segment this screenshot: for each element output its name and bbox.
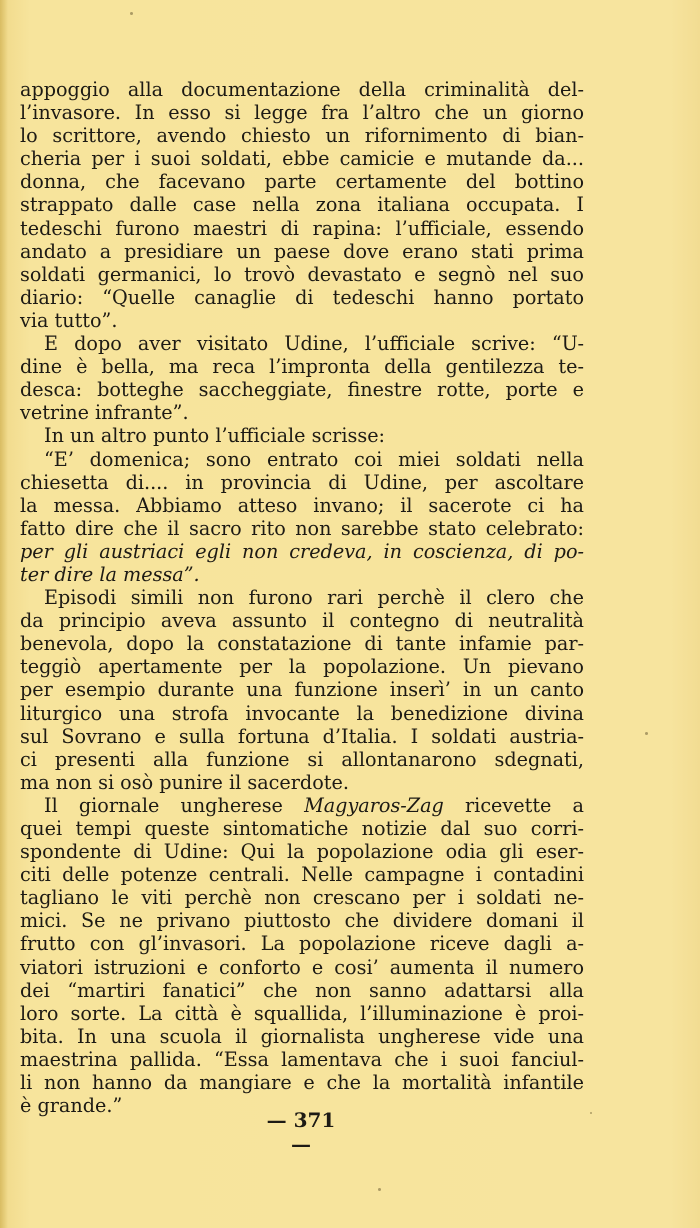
- text-line: bita. In una scuola il giornalista ungherese vide una: [20, 1024, 584, 1048]
- text-line: quei tempi queste sintomatiche notizie dal suo corri-: [20, 817, 584, 840]
- text-line: soldati germanici, lo trovò devastato e segnò nel suo: [20, 262, 584, 286]
- text-line: per gli austriaci egli non credeva, in coscienza, di po-: [20, 539, 584, 563]
- page-number: — 371 —: [266, 1108, 336, 1156]
- page-spine-shadow: [0, 0, 8, 1228]
- text-line: strappato dalle case nella zona italiana occupata. I: [20, 193, 584, 217]
- text-line: loro sorte. La città è squallida, l’illuminazione è proi-: [20, 1001, 584, 1025]
- text-line: andato a presidiare un paese dove erano stati prima: [20, 239, 584, 263]
- text-line: teggiò apertamente per la popolazione. Un pievano: [20, 655, 584, 679]
- text-line: viatori istruzioni e conforto e cosi’ aumenta il numero: [20, 955, 584, 979]
- text-line: ma non si osò punire il sacerdote.: [20, 770, 349, 794]
- text-line: E dopo aver visitato Udine, l’ufficiale scrive: “U-: [44, 332, 584, 356]
- body-text: [20, 78, 584, 1117]
- text-line: In un altro punto l’ufficiale scrisse:: [44, 424, 386, 448]
- text-line: liturgico una strofa invocante la benedizione divina: [20, 701, 584, 725]
- text-line: lo scrittore, avendo chiesto un rifornimento di bian-: [20, 124, 584, 148]
- text-line: citi delle potenze centrali. Nelle campagne i contadini: [20, 863, 584, 887]
- text-line: fatto dire che il sacro rito non sarebbe stato celebrato:: [20, 516, 584, 540]
- text-line: spondente di Udine: Qui la popolazione odia gli eser-: [20, 840, 584, 864]
- paper-speck: [130, 12, 133, 15]
- text-line: diario: “Quelle canaglie di tedeschi hanno portato: [20, 285, 584, 309]
- text-line: ci presenti alla funzione si allontanarono sdegnati,: [20, 747, 584, 771]
- text-line: la messa. Abbiamo atteso invano; il sacerote ci ha: [20, 493, 584, 517]
- paper-speck: [378, 1188, 381, 1191]
- text-line: vetrine infrante”.: [20, 401, 189, 425]
- text-line: tagliano le viti perchè non crescano per i soldati ne-: [20, 886, 584, 910]
- text-line: l’invasore. In esso si legge fra l’altro che un giorno: [20, 101, 584, 125]
- text-line: dei “martiri fanatici” che non sanno adattarsi alla: [20, 978, 584, 1002]
- text-line: cheria per i suoi soldati, ebbe camicie e mutande da...: [20, 147, 584, 171]
- text-line: frutto con gl’invasori. La popolazione riceve dagli a-: [20, 932, 584, 956]
- paper-speck: [590, 1112, 592, 1114]
- text-line: donna, che facevano parte certamente del bottino: [20, 170, 584, 194]
- text-line: appoggio alla documentazione della criminalità del-: [20, 78, 584, 101]
- text-line: benevola, dopo la constatazione di tante infamie par-: [20, 632, 584, 656]
- text-line: ter dire la messa”.: [20, 562, 200, 586]
- text-line: Il giornale ungherese Magyaros-Zag ricevette a: [44, 793, 584, 817]
- text-line: “E’ domenica; sono entrato coi miei soldati nella: [44, 447, 584, 471]
- paper-speck: [645, 732, 648, 735]
- text-line: per esempio durante una funzione inserì’ in un canto: [20, 678, 584, 702]
- text-line: dine è bella, ma reca l’impronta della gentilezza te-: [20, 355, 584, 379]
- text-line: via tutto”.: [20, 308, 118, 332]
- italic-newspaper-name: Magyaros-Zag: [304, 793, 444, 817]
- text-line: chiesetta di.... in provincia di Udine, per ascoltare: [20, 470, 584, 494]
- text-line: maestrina pallida. “Essa lamentava che i suoi fanciul-: [20, 1047, 584, 1071]
- paragraph-text: [20, 78, 584, 1117]
- text-line: desca: botteghe saccheggiate, finestre rotte, porte e: [20, 378, 584, 402]
- text-line: è grande.”: [20, 1094, 123, 1118]
- text-line: da principio aveva assunto il contegno di neutralità: [20, 609, 584, 633]
- text-line: Episodi simili non furono rari perchè il clero che: [44, 586, 584, 610]
- text-line: mici. Se ne privano piuttosto che dividere domani il: [20, 909, 584, 933]
- text-line: sul Sovrano e sulla fortuna d’Italia. I soldati austria-: [20, 724, 584, 748]
- text-line: tedeschi furono maestri di rapina: l’ufficiale, essendo: [20, 216, 584, 240]
- text-line: li non hanno da mangiare e che la mortalità infantile: [20, 1071, 584, 1095]
